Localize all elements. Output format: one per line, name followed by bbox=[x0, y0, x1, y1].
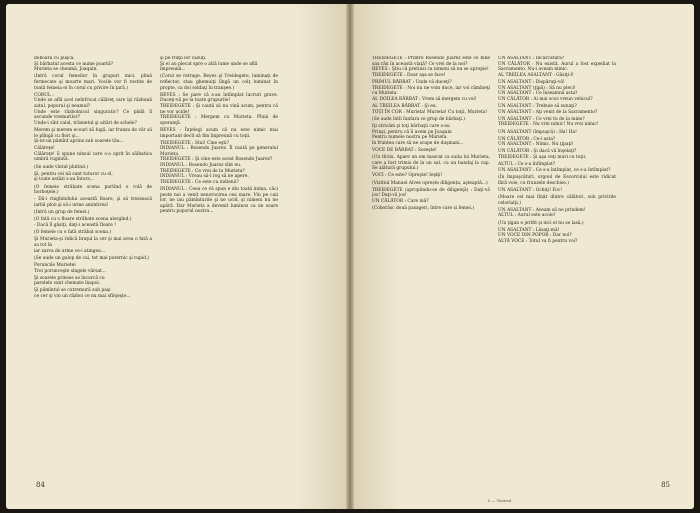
text-paragraph: (O fată cu o floare străbate scena alergînd.) - Dacă îl găsiţi, daţi-i această floare ! bbox=[34, 217, 132, 228]
text-paragraph: INDIANUL : Ceea ce vă spun e din toată inima, căci peste noi a venit nenorocirea cea mare. Vin pe caii lor, ne iau pămînturile şi ne ucid, şi nimeni nu ne apără. Dar Murieta a devenit luminos ca un soare pentru poporul nostru... bbox=[160, 187, 278, 215]
right-column-1 bbox=[372, 56, 490, 474]
text-paragraph: (Intră un grup de femei.) bbox=[34, 210, 90, 216]
text-paragraph: Şi Murieta-şi ridică braţul la cer şi mai avea o fată a sa tot în iar zarva de arme ce-i atingea... bbox=[34, 237, 152, 254]
text-paragraph: Merem şi merem ecouri să fugă, iar frunza de văr să le plîngă cu flori şi... Şi-nt-un pămînt aprins sub soarele tău... bbox=[34, 127, 152, 145]
text-paragraph: (Corul se retrage. Reyes şi Treidegete, luminaţi de reflector, stau ghemuiţi lîngă un colţ luminat în propte, ca doi soldaţi în tranşee.) bbox=[160, 74, 278, 91]
text-paragraph: Şi, pentru cei nă sunt tuturor cu el, şi toate astăzi s-au întors... bbox=[34, 171, 113, 183]
left-column-2 bbox=[160, 56, 278, 474]
text-paragraph: Şi soarele prinses se încurcă cu parolele sunt chemate înapoi. bbox=[34, 275, 105, 287]
text-paragraph: UN CĂLĂTOR : Ce-i asta? UN ASALTANT : Nimic. Nu ţipaţi! bbox=[498, 136, 574, 148]
text-paragraph: doboarä cu puşca. Şi bărbatul acesta ce nume poartă? Murieta se cheamă, Joaquin. bbox=[34, 56, 114, 73]
text-paragraph: Iţi stricăm şi toţi bărbaţii care s-au Prinşi, pentru că îi avem pe Joaquin Pentru numele nostru pe Murieta în fruntea care să ne scape de duşmani... bbox=[372, 123, 464, 146]
text-paragraph: CORUL : Unde se află acel neînfricat călăreţ care îşi răzbună satul, poporul şi neamul? Unde este războinicul singuratic? Ce pădă îl ascunde vremurilor? Unde-i sînt calul, trăsnetul şi uitări de schele? bbox=[34, 92, 152, 126]
text-paragraph: VOCE DE BĂRBAT : Soseşte! bbox=[372, 147, 437, 153]
text-paragraph: şi pe fraţii lor căzuţi. Şi ei au plecat spre o altă lume unde se află împreună... bbox=[160, 56, 258, 73]
text-paragraph: (O femeie străbate scena purtînd o rolă de horboţele.) bbox=[34, 184, 152, 196]
text-paragraph: (Intră corul femeilor în grupuri mici, plină fermecate şi moarte mari. Vocile vor fi rostite de toată femeia ei în corul cu privire în ţară.) bbox=[34, 74, 152, 91]
text-paragraph: (Se aude un galop de cai, tot mai puternic şi rapid.) bbox=[34, 255, 150, 261]
right-page bbox=[350, 4, 694, 509]
text-paragraph: (Moare cel mai tînăr dintre călători, sub privirile celorlalţi.) bbox=[498, 195, 616, 206]
book-spread bbox=[6, 4, 694, 509]
left-column-1 bbox=[34, 56, 152, 474]
text-paragraph: (Un ţigan e jertfit şi nici el nu se lasă.) bbox=[498, 220, 584, 226]
text-paragraph: Şi pămîntul se cutremură sub paşi ce cer şi vin un război ce nu mai sfîrşeşte... bbox=[34, 288, 131, 300]
text-paragraph: UN ASALTANT : Ce vrei tu de la mine? TREIDEGETE : Nu vrei nimic! Nu vrei nimic! bbox=[498, 116, 599, 128]
right-page-number: 85 bbox=[661, 481, 670, 489]
text-paragraph: UN ASALTANT : Aveam să ne prindem! ALTUL : Aurul este acolo! bbox=[498, 207, 586, 219]
text-paragraph: AL TREILEA BĂRBAT : Şi eu. TOŢI ÎN COR : Murieta! Murieta! Cu toţii, Murieta! bbox=[372, 103, 487, 115]
page-footer: 5 — Teatrul bbox=[487, 498, 512, 503]
text-paragraph: UN ASALTANT : Dispăruţi-vă! UN ASALTANT (ţipă) : Să nu pleci! UN ASALTANT : Ce înseamnă asta? UN CĂLĂTOR : Ai mai scos vreun vehicul? bbox=[498, 79, 593, 102]
text-paragraph: TREIDEGETE (apropiindu-se de diligenţă) : Daţi-vă jos! Daţi-vă jos! UN CĂLĂTOR : Care mă? bbox=[372, 187, 490, 204]
text-paragraph: VOCI : Ce este? Opreşte! Ieşiţi! bbox=[372, 173, 443, 179]
book-gutter bbox=[346, 4, 354, 509]
text-paragraph: TREIDEGETE : Stai! Cine eşti? INDIANUL : Rosendo Juarez. Îl caută pe generalul Murieta. TREIDEGETE : Şi cine este acest Rosendo Juarez? INDIANUL : Rosendo Juarez sînt eu. TREIDEGETE : Ce vrei de la Murieta? INDIANUL : Vreau să-l rog să ne apere. TREIDEGETE : Ce este cu indienii? bbox=[160, 140, 278, 185]
text-paragraph: (Coborăsc două pasageri, între care și femei.) bbox=[372, 206, 475, 212]
text-paragraph: (Vizitiul Manuel Alves oprește diligența, aşteaptă...) bbox=[372, 180, 488, 186]
right-column-2 bbox=[498, 56, 616, 474]
text-paragraph: Poruncile Murietei Trei porunceşte singele vărsat... bbox=[34, 262, 107, 274]
text-paragraph: ALTUL : Ce s-a întîmplat? UN ASALTANT : Ce s-a întîmplat, ce s-a întîmplat? bbox=[498, 162, 611, 173]
text-paragraph: PRIMUL BĂRBAT : Unde vă duceţi? TREIDEGETE : Noi nu ne vom duce, iar voi rămîneţi cu Murieta. AL DOILEA BĂRBAT : Vrem să mergem cu voi! bbox=[372, 79, 490, 102]
text-paragraph: REYES : Se pare că s-au întîmplat lucruri grave. Duceţi-vă pe la toate grupurile! TREIDEGETE : Şi caută să nu vină acum, pentru că ne vor ucide! TREIDEGETE : Mergem cu Murieta. Plină de speranţă. bbox=[160, 92, 278, 126]
text-paragraph: UN ASALTANT : Trebuie să sunaţi? UN ASALTANT : Aţi venit de la Sacramento? bbox=[498, 103, 598, 115]
text-paragraph: TREIDEGETE : Printre Rosendo Juarez este ce bine sau rău în această viaţă? Ce vrei de la noi? REYES : Ştiu că pretinzi ca nimeni să nu se apropie! TREIDEGETE : Doar aşa se face! bbox=[372, 56, 490, 78]
text-paragraph: (Se aude întîi fanfara ce grup de bărbaţi.) bbox=[372, 116, 466, 122]
text-paragraph: UN ASALTANT : Încărcătura? UN CĂLĂTOR : Nu există. Aurul a fost expediat la Sacramento. Nu-i aveam nimic. AL TREILEA ASALTANT : Găsiţi-l! bbox=[498, 56, 616, 78]
text-paragraph: - Dă-i ringhindului această floare, şi să trezească iarbă ploii şi să-i urme amintirea! bbox=[34, 197, 152, 208]
text-paragraph: UN ASALTANT (împuşcă) : Ha! Ha! bbox=[498, 129, 577, 135]
text-paragraph: UN ASALTANT : Ochiţi! Foc! bbox=[498, 187, 563, 193]
text-paragraph: Călăreţe! Călăreţe! îi spune ninsul care s-a oprit în sălbatica umbră ruginită. bbox=[34, 146, 152, 163]
left-page bbox=[6, 4, 350, 509]
text-paragraph: (În împuşcături, orgoul de Escorcului este ridicat fără voie, cu frunzele deschise.) bbox=[498, 175, 616, 186]
left-page-number: 84 bbox=[36, 481, 45, 489]
text-paragraph: (Un tîrziu. Apare un om mascat ca suita lui Murieta, care a fost trimis de la un sat, cu un bandaj la cap. Se alătură grupului.) bbox=[372, 155, 490, 172]
text-paragraph: REYES : Înţelegi acum că nu este nimic mai important decît să fim împreună cu toţii. bbox=[160, 127, 278, 139]
text-paragraph: UN ASALTANT : Lăsaţi-mă! UN VOCE DIN POPOR : Dar noi? ALTĂ VOCE : Totul va fi pentru voi? bbox=[498, 227, 578, 244]
text-paragraph: UN CĂLĂTOR : Şi dacă vă înşelaţi? TREIDEGETE : Şi aşa veţi muri cu toţii. bbox=[498, 149, 587, 161]
text-paragraph: (O femeie cu o fată străbat scena.) bbox=[34, 230, 112, 236]
text-paragraph: (Se aude vîntul plutind.) bbox=[34, 164, 89, 170]
